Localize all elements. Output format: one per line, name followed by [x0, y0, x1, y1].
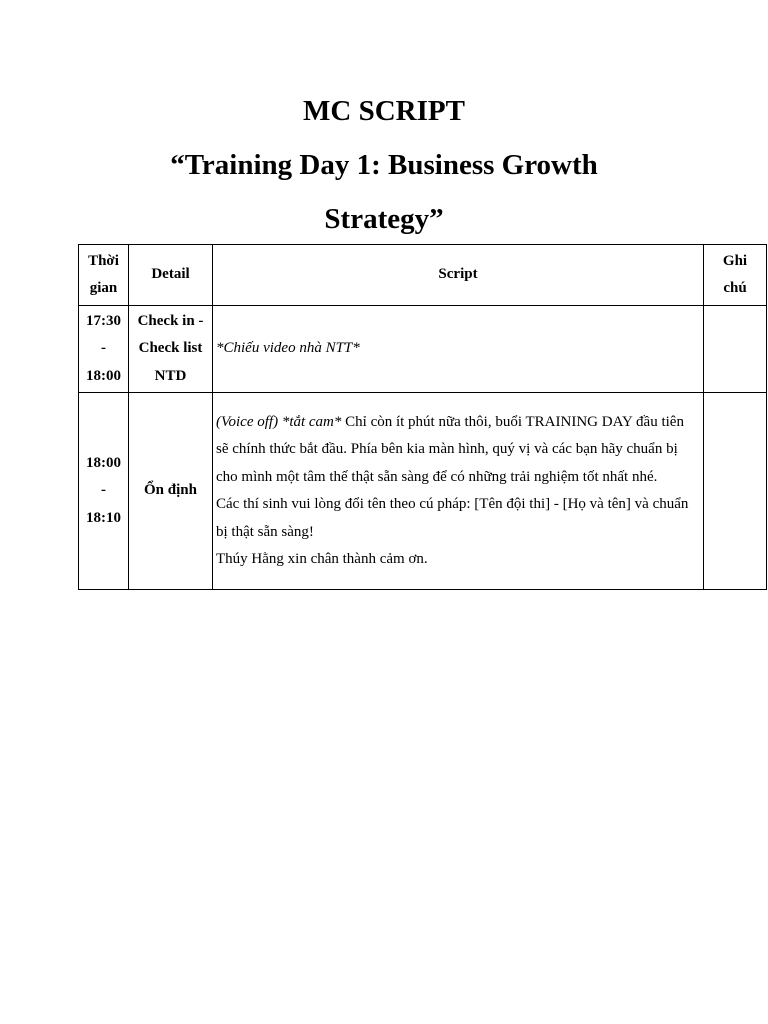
header-note-line2: chú	[723, 280, 747, 296]
row1-script-text: *Chiếu video nhà NTT*	[216, 340, 360, 357]
row1-detail	[129, 306, 213, 393]
row2-time-end: 18:10	[86, 509, 121, 526]
row1-time-end: 18:00	[86, 367, 121, 384]
header-script: Script	[213, 245, 704, 306]
document-title	[0, 84, 768, 246]
header-note	[704, 245, 767, 306]
row2-detail: Ổn định	[129, 393, 213, 590]
row2-script-paragraph-3: Thúy Hằng xin chân thành cảm ơn.	[216, 551, 428, 567]
voice-off-note: (Voice off)	[216, 413, 279, 430]
title-line-2: “Training Day 1: Business Growth	[170, 149, 598, 181]
row2-script-paragraph-1	[216, 409, 700, 492]
table-row	[79, 393, 767, 590]
title-line-3: Strategy”	[324, 203, 444, 235]
row2-time	[79, 393, 129, 590]
row2-time-start: 18:00	[86, 454, 121, 471]
row2-script-text-1: Chỉ còn ít phút nữa thôi, buổi TRAINING DAY đầu tiên sẽ chính thức bắt đầu. Phía bên kia màn hình, quý vị và các bạn hãy chuẩn bị cho mình một tâm thế thật sẵn sàng để có những trải nghiệm tốt nhất nhé.	[216, 413, 684, 485]
row2-script	[213, 393, 704, 590]
header-time-line1: Thời	[88, 252, 119, 269]
row1-time-start: 17:30	[86, 312, 121, 329]
header-time-line2: gian	[89, 280, 118, 296]
table-header-row	[79, 245, 767, 306]
row1-script	[213, 306, 704, 393]
row2-script-paragraph-2: Các thí sinh vui lòng đổi tên theo cú pháp: [Tên đội thi] - [Họ và tên] và chuẩn bị thật sẵn sàng!	[216, 496, 689, 540]
cam-off-note: *tắt cam*	[281, 413, 342, 430]
row1-detail-line2: Check list	[138, 340, 203, 357]
row2-note	[704, 393, 767, 590]
title-line-1: MC SCRIPT	[303, 95, 465, 127]
script-table	[78, 244, 767, 590]
header-note-line1: Ghi	[722, 252, 748, 269]
table-row	[79, 306, 767, 393]
row1-note	[704, 306, 767, 393]
header-time	[79, 245, 129, 306]
row1-detail-line3: NTD	[154, 367, 187, 384]
row1-time-sep: -	[101, 340, 106, 357]
header-detail: Detail	[129, 245, 213, 306]
row1-detail-line1: Check in -	[137, 312, 204, 329]
row1-time	[79, 306, 129, 393]
row2-time-sep: -	[101, 482, 106, 499]
